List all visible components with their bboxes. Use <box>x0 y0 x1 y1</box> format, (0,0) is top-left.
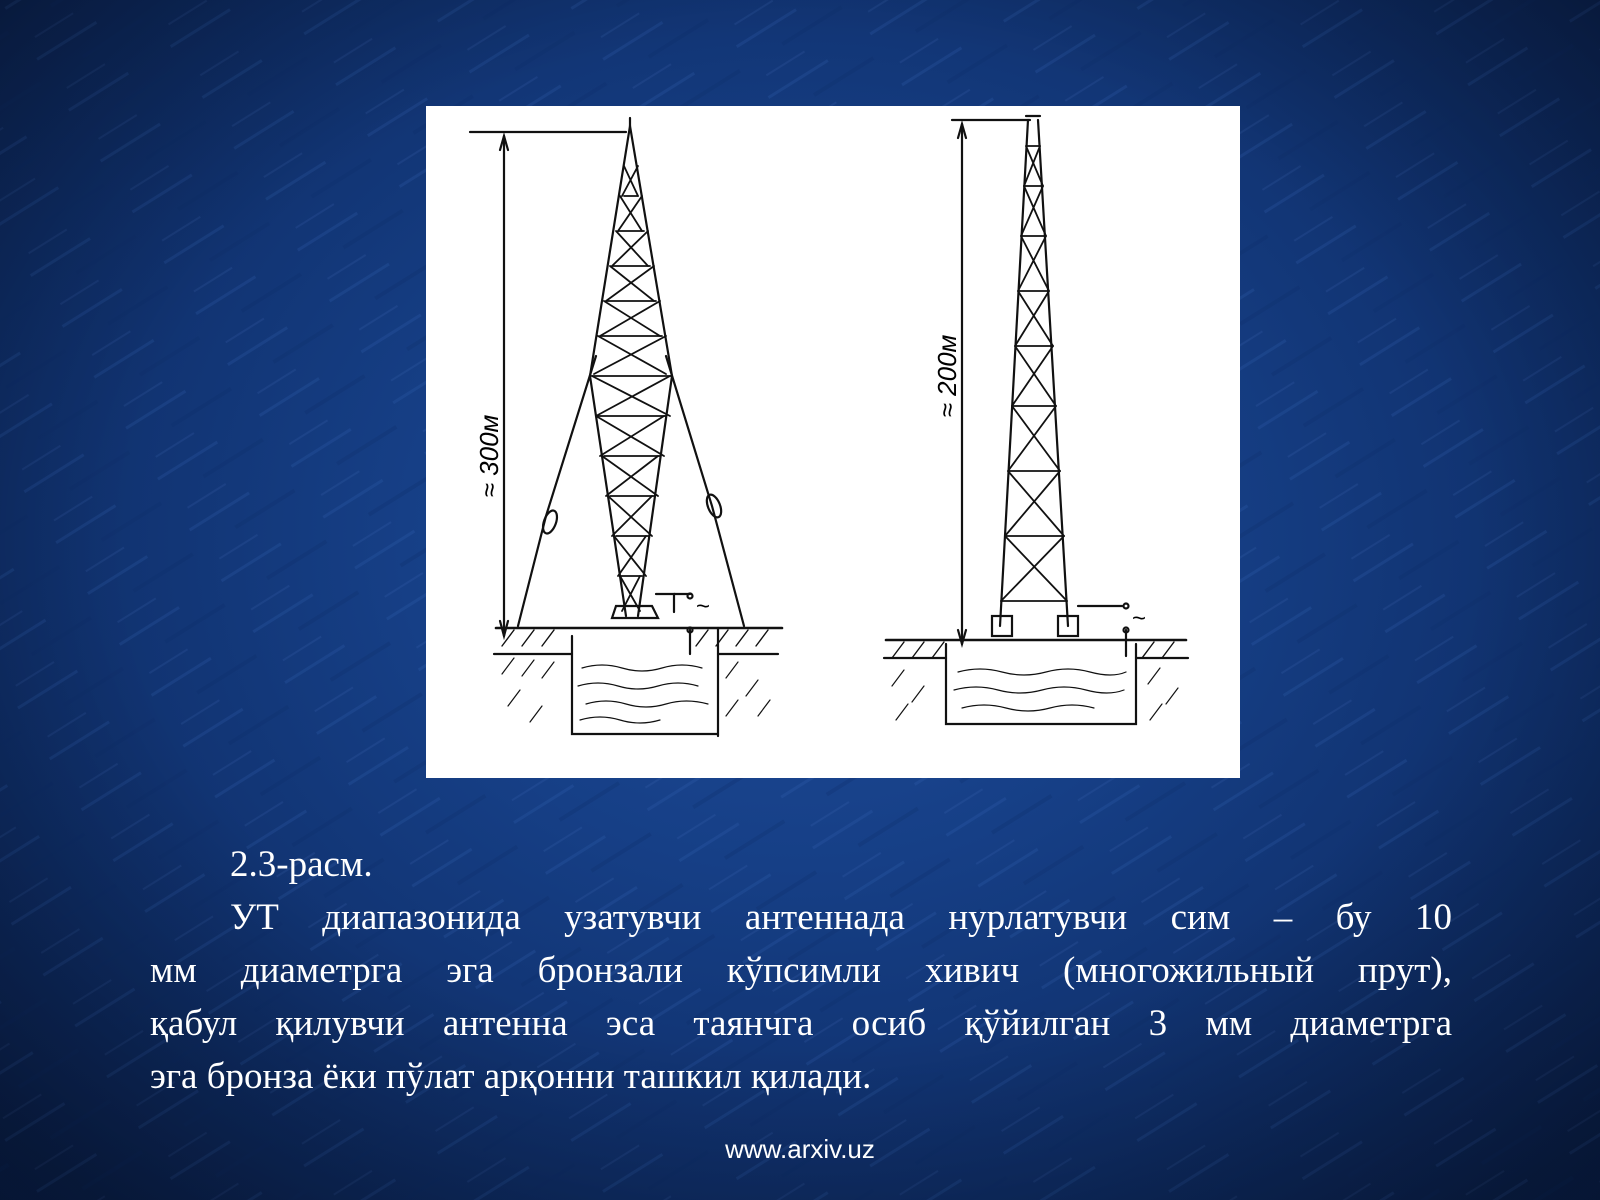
right-height-label: ≈ 200м <box>932 334 962 418</box>
right-tower-drawing <box>884 116 1188 724</box>
antenna-figure <box>426 106 1240 778</box>
paragraph-line-4: эга бронза ёки пўлат арқонни ташкил қилади. <box>150 1056 872 1097</box>
paragraph-line-1: УТ диапазонида узатувчи антеннада нурлатувчи сим – бу 10 <box>230 897 1452 938</box>
paragraph-line-2: мм диаметрга эга бронзали кўпсимли хивич (многожильный прут), <box>150 950 1452 991</box>
footer-url: www.arxiv.uz <box>725 1134 875 1164</box>
left-feed-symbol: ~ <box>696 593 711 620</box>
left-height-label: ≈ 300м <box>474 414 504 498</box>
figure-label: 2.3-расм. <box>230 844 373 885</box>
paragraph-line-3: қабул қилувчи антенна эса таянчга осиб қўйилган 3 мм диаметрга <box>150 1003 1452 1044</box>
left-tower-drawing <box>470 118 782 736</box>
caption <box>150 838 1452 1103</box>
right-feed-symbol: ~ <box>1132 605 1147 632</box>
